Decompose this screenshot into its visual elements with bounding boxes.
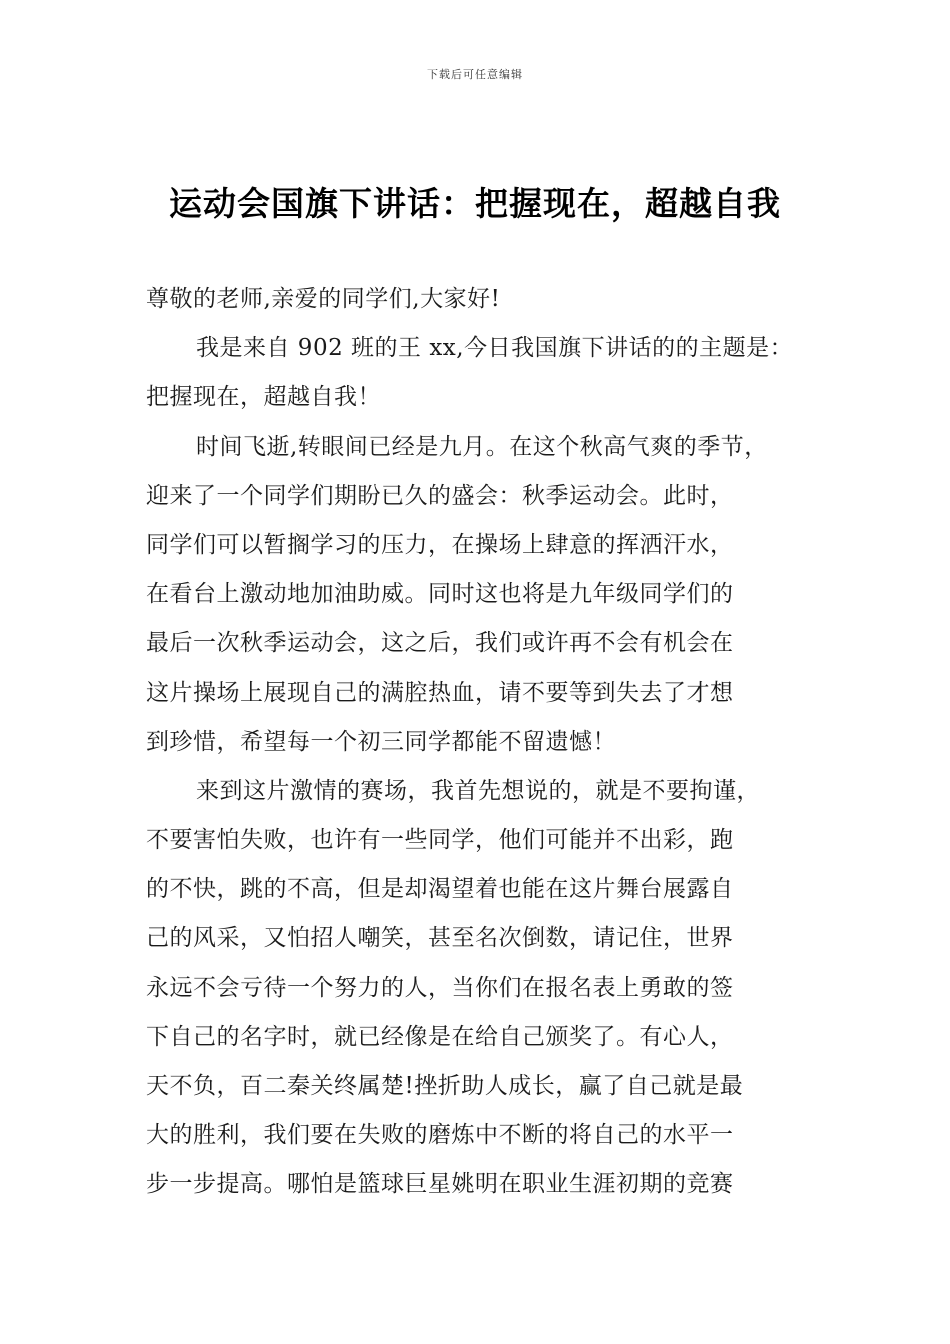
text-line: 下自己的名字时，就已经像是在给自己颁奖了。有心人， [146,1023,734,1050]
text-line: 把握现在，超越自我！ [146,384,381,411]
text-line: 的不快，跳的不高，但是却渴望着也能在这片舞台展露自 [146,876,734,903]
text-line: 在看台上激动地加油助威。同时这也将是九年级同学们的 [146,581,734,608]
text-line: 同学们可以暂搁学习的压力，在操场上肆意的挥洒汗水， [146,531,734,558]
text-line: 时间飞逝,转眼间已经是九月。在这个秋高气爽的季节， [196,433,768,460]
text-line: 大的胜利，我们要在失败的磨炼中不断的将自己的水平一 [146,1122,734,1149]
text-line: 永远不会亏待一个努力的人，当你们在报名表上勇敢的签 [146,974,734,1001]
text-line: 来到这片激情的赛场，我首先想说的，就是不要拘谨， [196,777,760,804]
text-line: 己的风采，又怕招人嘲笑，甚至名次倒数，请记住，世界 [146,925,734,952]
text-line: 到珍惜，希望每一个初三同学都能不留遗憾！ [146,728,616,755]
text-line: 这片操场上展现自己的满腔热血，请不要等到失去了才想 [146,679,734,706]
text-line: 迎来了一个同学们期盼已久的盛会：秋季运动会。此时， [146,482,734,509]
document-body [146,275,836,1210]
text-line: 最后一次秋季运动会，这之后，我们或许再不会有机会在 [146,630,734,657]
header-note: 下载后可任意编辑 [427,68,523,81]
text-line: 步一步提高。哪怕是篮球巨星姚明在职业生涯初期的竞赛 [146,1171,734,1198]
text-line: 不要害怕失败，也许有一些同学，他们可能并不出彩，跑 [146,827,734,854]
text-line: 尊敬的老师,亲爱的同学们,大家好! [146,286,501,312]
text-line: 天不负，百二秦关终属楚!挫折助人成长，赢了自己就是最 [146,1073,744,1099]
text-line: 我是来自 902 班的王 xx,今日我国旗下讲话的的主题是： [196,335,794,362]
document-title: 运动会国旗下讲话：把握现在，超越自我 [169,184,781,223]
